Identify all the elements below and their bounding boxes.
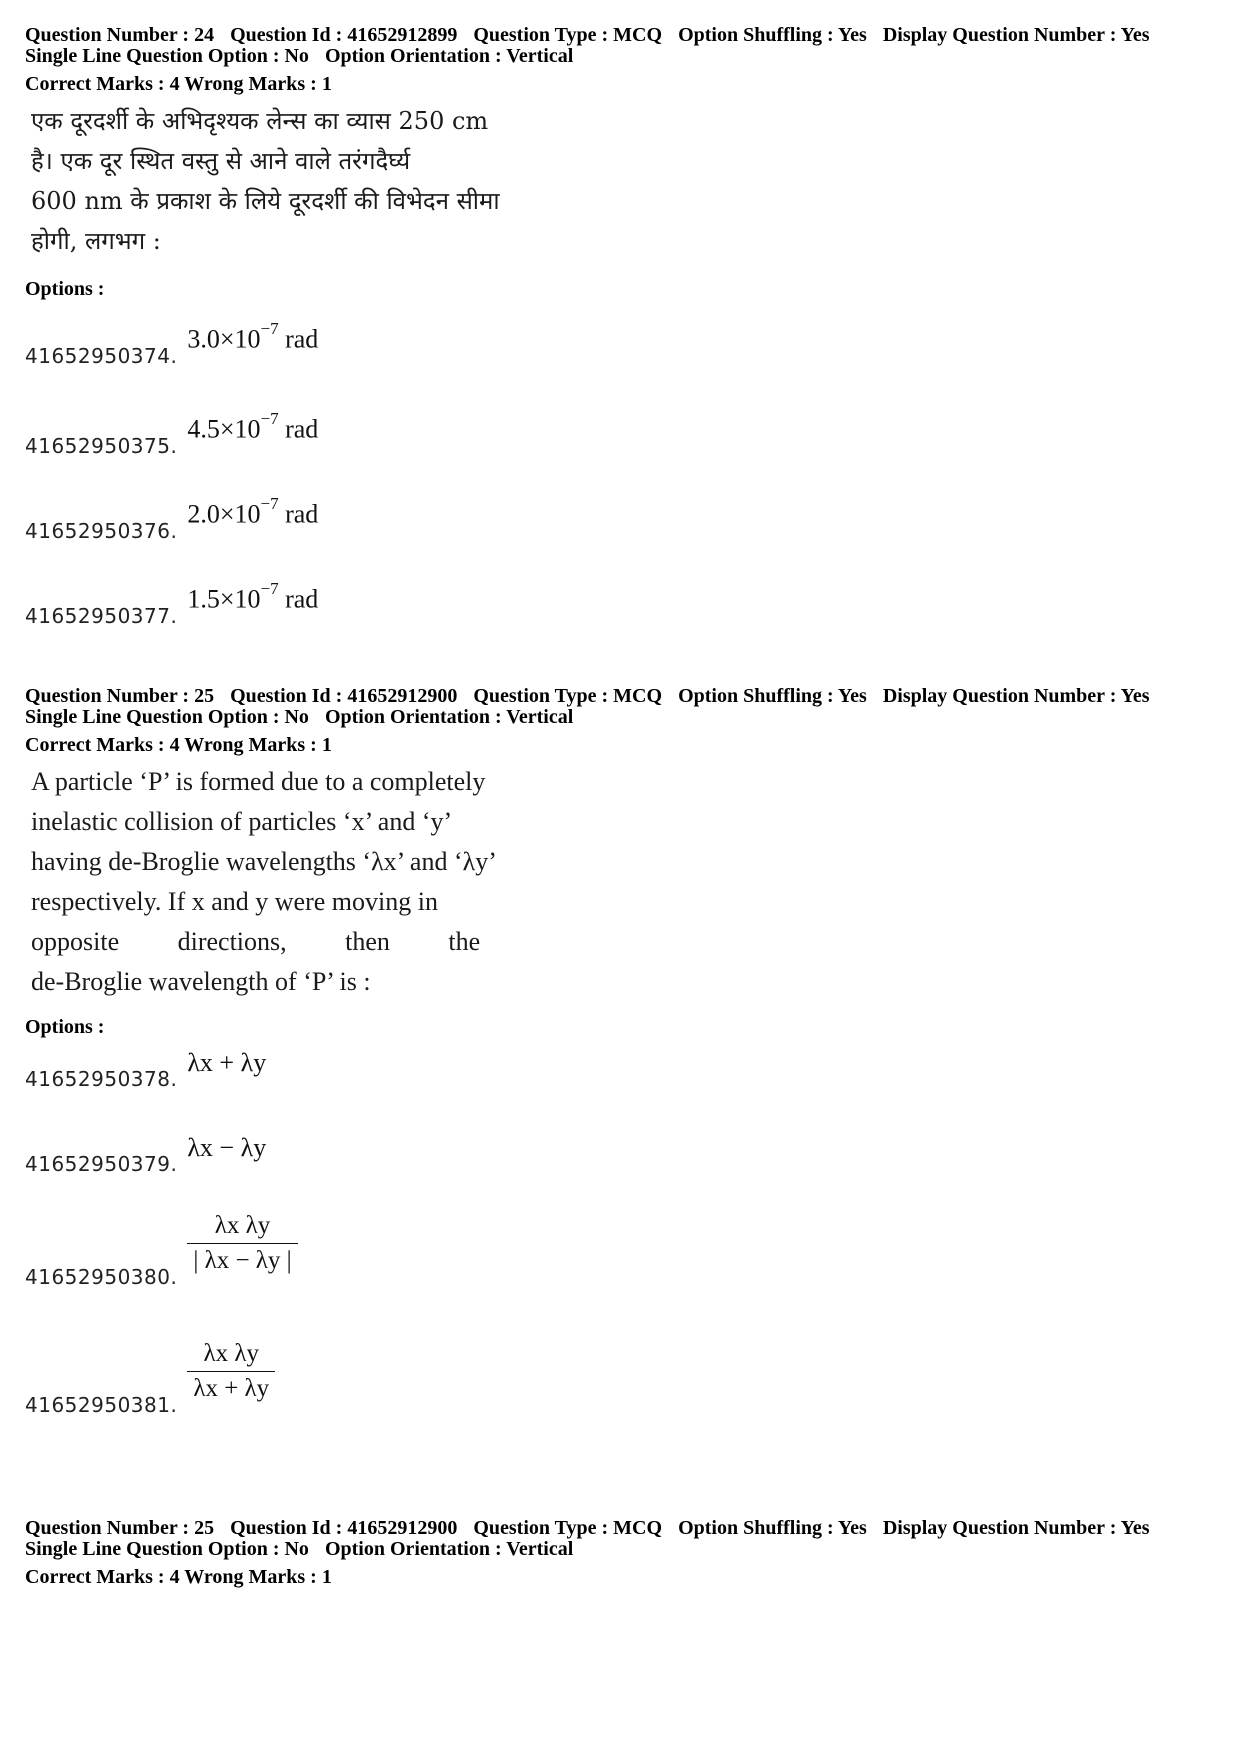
option-value bbox=[187, 1338, 275, 1404]
question-number: Question Number : 25 bbox=[25, 685, 215, 707]
question-meta-line-2 bbox=[25, 1539, 1225, 1560]
wrong-marks: Wrong Marks : 1 bbox=[184, 734, 332, 756]
fraction-denominator: λx + λy bbox=[187, 1371, 275, 1404]
question-24-header bbox=[25, 25, 1225, 261]
option-id: 41652950375. bbox=[25, 433, 178, 458]
marks-line bbox=[25, 73, 1225, 95]
option-value: $2.0\times 10^{-7}$ rad bbox=[187, 494, 319, 529]
question-type: Question Type : MCQ bbox=[473, 685, 663, 707]
question-id: Question Id : 41652912900 bbox=[230, 1517, 458, 1539]
question-number: Question Number : 24 bbox=[25, 24, 215, 46]
question-meta-line bbox=[25, 25, 1225, 46]
option-value: λx − λy bbox=[187, 1133, 267, 1162]
question-type: Question Type : MCQ bbox=[473, 1517, 663, 1539]
question-meta-line-2 bbox=[25, 46, 1225, 67]
option-id: 41652950374. bbox=[25, 343, 178, 368]
fraction-denominator: | λx − λy | bbox=[187, 1243, 297, 1276]
question-meta-line bbox=[25, 1518, 1225, 1539]
option-value bbox=[187, 1210, 297, 1276]
question-line: opposite directions, then the bbox=[31, 927, 481, 956]
question-text bbox=[31, 762, 536, 1002]
option-value: $1.5\times 10^{-7}$ rad bbox=[187, 579, 319, 614]
option-value: $3.0\times 10^{-7}$ rad bbox=[187, 319, 319, 354]
option-orientation: Option Orientation : Vertical bbox=[324, 1538, 574, 1560]
correct-marks: Correct Marks : 4 bbox=[25, 1566, 180, 1588]
option-id: 41652950378. bbox=[25, 1067, 178, 1091]
question-id: Question Id : 41652912899 bbox=[230, 24, 458, 46]
question-meta-line-2 bbox=[25, 707, 1225, 728]
single-line-option: Single Line Question Option : No bbox=[25, 45, 309, 67]
option-orientation: Option Orientation : Vertical bbox=[324, 45, 574, 67]
option-id: 41652950381. bbox=[25, 1393, 178, 1417]
wrong-marks: Wrong Marks : 1 bbox=[184, 1566, 332, 1588]
single-line-option: Single Line Question Option : No bbox=[25, 1538, 309, 1560]
question-id: Question Id : 41652912900 bbox=[230, 685, 458, 707]
marks-line bbox=[25, 734, 1225, 756]
question-text bbox=[31, 101, 536, 261]
question-meta-line bbox=[25, 686, 1225, 707]
question-line: de-Broglie wavelength of ‘P’ is : bbox=[31, 967, 371, 996]
option-row[interactable] bbox=[25, 1048, 267, 1091]
question-line: है। एक दूर स्थित वस्तु से आने वाले तरंगदैर्घ्य bbox=[31, 147, 411, 175]
option-row[interactable] bbox=[25, 1340, 275, 1417]
option-row[interactable] bbox=[25, 1133, 267, 1176]
fraction bbox=[187, 1211, 297, 1276]
question-line: respectively. If x and y were moving in bbox=[31, 887, 438, 916]
option-value: $4.5\times 10^{-7}$ rad bbox=[187, 409, 319, 444]
option-row[interactable] bbox=[25, 319, 319, 368]
correct-marks: Correct Marks : 4 bbox=[25, 73, 180, 95]
option-shuffling: Option Shuffling : Yes bbox=[678, 24, 867, 46]
wrong-marks: Wrong Marks : 1 bbox=[184, 73, 332, 95]
correct-marks: Correct Marks : 4 bbox=[25, 734, 180, 756]
option-shuffling: Option Shuffling : Yes bbox=[678, 685, 867, 707]
question-line: एक दूरदर्शी के अभिदृश्यक लेन्स का व्यास 250 cm bbox=[31, 107, 489, 135]
option-row[interactable] bbox=[25, 579, 319, 628]
options-label: Options : bbox=[25, 1016, 105, 1038]
option-row[interactable] bbox=[25, 494, 319, 543]
fraction-numerator: λx λy bbox=[203, 1340, 259, 1367]
fraction bbox=[187, 1339, 275, 1404]
option-id: 41652950376. bbox=[25, 518, 178, 543]
options-label: Options : bbox=[25, 278, 105, 300]
question-line: having de-Broglie wavelengths ‘λx’ and ‘λy’ bbox=[31, 847, 497, 876]
fraction-numerator: λx λy bbox=[214, 1212, 271, 1239]
option-shuffling: Option Shuffling : Yes bbox=[678, 1517, 867, 1539]
option-id: 41652950380. bbox=[25, 1265, 178, 1289]
question-25-header bbox=[25, 686, 1225, 1002]
option-row[interactable] bbox=[25, 409, 319, 458]
question-number: Question Number : 25 bbox=[25, 1517, 215, 1539]
option-id: 41652950377. bbox=[25, 603, 178, 628]
option-orientation: Option Orientation : Vertical bbox=[324, 706, 574, 728]
display-question-number: Display Question Number : Yes bbox=[882, 685, 1150, 707]
question-line: 600 nm के प्रकाश के लिये दूरदर्शी की विभेदन सीमा bbox=[31, 187, 500, 215]
option-row[interactable] bbox=[25, 1212, 298, 1289]
single-line-option: Single Line Question Option : No bbox=[25, 706, 309, 728]
question-25-repeat-header bbox=[25, 1518, 1225, 1588]
display-question-number: Display Question Number : Yes bbox=[882, 1517, 1150, 1539]
option-id: 41652950379. bbox=[25, 1152, 178, 1176]
option-value: λx + λy bbox=[187, 1048, 267, 1077]
question-type: Question Type : MCQ bbox=[473, 24, 663, 46]
question-line: A particle ‘P’ is formed due to a completely bbox=[31, 767, 486, 796]
marks-line bbox=[25, 1566, 1225, 1588]
question-line: inelastic collision of particles ‘x’ and ‘y’ bbox=[31, 807, 453, 836]
display-question-number: Display Question Number : Yes bbox=[882, 24, 1150, 46]
question-line: होगी, लगभग : bbox=[31, 227, 161, 255]
